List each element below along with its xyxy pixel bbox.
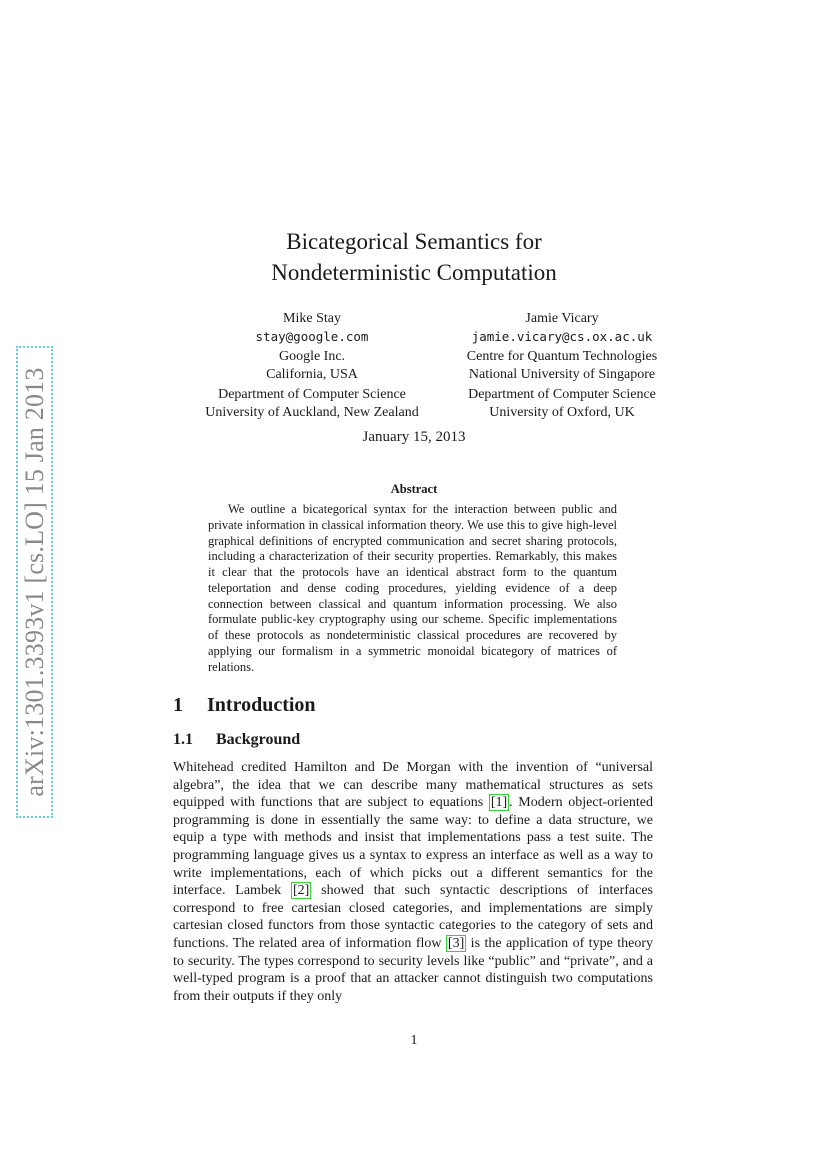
page-number: 1 [410,1033,418,1048]
subsection-number: 1.1 [173,731,193,748]
section-number: 1 [173,694,183,716]
author-affiliation: Centre for Quantum Technologies [466,349,658,364]
title-line-2: Nondeterministic Computation [271,260,557,285]
author-affiliation: California, USA [266,366,358,382]
section-heading [173,694,316,717]
body-text-part: . Modern object-oriented programming is done in essentially the same way: to define a data structure, we equip a type with methods and insist that implementations pass a test suite. The programming language gives us a syntax to express an interface as well as a way to write implementations, each of which picks out a different semantics for the interface. Lambek [173,795,654,899]
arxiv-identifier: arXiv:1301.3393v1 [cs.LO] 15 Jan 2013 [19,367,49,797]
subsection-title: Background [216,731,301,748]
citation-link[interactable]: [3] [447,935,465,951]
author-name: Mike Stay [283,311,341,326]
body-text-part: is the application of type theory to security. The types correspond to security levels like “public” and “private”, and a well-typed program is a proof that an attacker cannot distinguish two computations from their outputs if they only [173,935,653,1004]
arxiv-stamp [16,346,53,818]
section-title: Introduction [207,694,316,716]
author-affiliation: University of Auckland, New Zealand [205,404,419,420]
title-line-1: Bicategorical Semantics for [286,229,542,254]
author-email: jamie.vicary@cs.ox.ac.uk [471,328,653,344]
author-affiliation: Department of Computer Science [218,387,406,402]
abstract-text: We outline a bicategorical syntax for the interaction between public and private information in classical information theory. We use this to give high-level graphical definitions of encrypted communication and secret sharing protocols, including a characterization of their security properties. Remarkably, this makes it clear that the protocols have an identical abstract form to the quantum teleportation and dense coding procedures, yielding evidence of a deep connection between classical and quantum information processing. We also formulate public-key cryptography using our scheme. Specific implementations of these protocols as nondeterministic classical procedures are recovered by applying our formalism in a symmetric monoidal bicategory of matrices of relations. [208,502,617,674]
paper-date: January 15, 2013 [362,429,466,445]
citation-link[interactable]: [2] [292,883,310,899]
paper-title [0,226,828,288]
author-affiliation: University of Oxford, UK [489,404,635,420]
body-paragraph [173,759,653,1005]
author-block-vicary [438,310,686,421]
subsection-heading [173,731,300,749]
author-email: stay@google.com [255,328,369,344]
abstract-heading: Abstract [390,482,438,496]
author-affiliation: National University of Singapore [468,366,656,382]
body-text-part: showed that such syntactic descriptions of interfaces correspond to free cartesian closed categories, and implementations are simply cartesian closed functors from those syntactic categories to the category of sets and functions. The related area of information flow [173,883,653,951]
body-text-part: Whitehead credited Hamilton and De Morgan with the invention of “universal algebra”, the idea that we can describe many mathematical structures as sets equipped with functions that are subject to equations [173,760,653,811]
author-affiliation: Department of Computer Science [468,387,656,402]
citation-link[interactable]: [1] [490,795,508,811]
author-block-stay [188,310,436,421]
author-affiliation: Google Inc. [278,349,346,364]
author-name: Jamie Vicary [525,311,599,326]
